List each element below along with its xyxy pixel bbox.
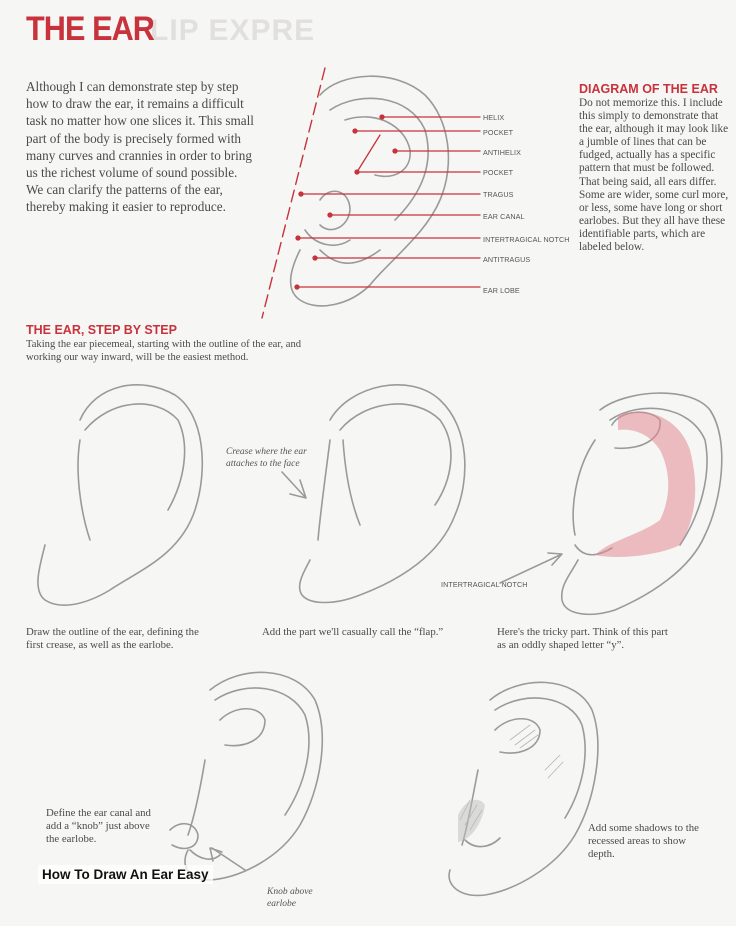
label-pocket-lower: POCKET bbox=[483, 168, 514, 177]
step5-ear bbox=[449, 682, 598, 895]
faded-background-heading: LIP EXPRE bbox=[150, 14, 316, 47]
step1-ear bbox=[38, 385, 202, 605]
shadow-region bbox=[458, 800, 485, 842]
label-pocket-upper: POCKET bbox=[483, 128, 514, 137]
step2-ear bbox=[282, 385, 465, 603]
diagram-paragraph: Do not memorize this. I include this simply to demonstrate that the ear, although it may look like a jumble of lines that can be fudged, actually has a specific pattern that must be followed. That being said, all ears differ. Some are wider, some curl more, or less, some have long or short earlobes. But they all have these identifiable parts, which are labeled below. bbox=[579, 97, 729, 254]
caption-banner: How To Draw An Ear Easy bbox=[38, 865, 213, 884]
step4-caption: Define the ear canal and add a “knob” just above the earlobe. bbox=[46, 807, 151, 845]
step3-caption: Here's the tricky part. Think of this part as an oddly shaped letter “y”. bbox=[497, 626, 668, 651]
steps-intro: Taking the ear piecemeal, starting with the outline of the ear, and working our way inward, will be the easiest method. bbox=[26, 339, 302, 363]
diagram-heading: DIAGRAM OF THE EAR bbox=[579, 82, 718, 96]
steps-heading: THE EAR, STEP BY STEP bbox=[26, 323, 177, 337]
step1-caption: Draw the outline of the ear, defining the first crease, as well as the earlobe. bbox=[26, 626, 199, 651]
label-intertragical-notch: INTERTRAGICAL NOTCH bbox=[483, 235, 570, 244]
highlighted-region bbox=[595, 412, 695, 557]
label-ear-canal: EAR CANAL bbox=[483, 212, 525, 221]
diagram-ear bbox=[262, 68, 448, 318]
intro-paragraph: Although I can demonstrate step by step how to draw the ear, it remains a difficult task no matter how one slices it. This small part of the body is precisely formed with many curves and crannies in order to bring us the richest volume of sound possible. We can clarify the patterns of the ear, thereby making it easier to reproduce. bbox=[26, 79, 254, 215]
label-antitragus: ANTITRAGUS bbox=[483, 255, 531, 264]
step3-note: INTERTRAGICAL NOTCH bbox=[441, 580, 528, 589]
step4-ear bbox=[170, 672, 322, 880]
step5-caption: Add some shadows to the recessed areas to show depth. bbox=[588, 822, 699, 860]
step2-caption: Add the part we'll casually call the “flap.” bbox=[262, 626, 444, 638]
label-antihelix: ANTIHELIX bbox=[483, 148, 522, 157]
step4-note: Knob above earlobe bbox=[267, 887, 313, 909]
label-helix: HELIX bbox=[483, 113, 505, 122]
step2-note: Crease where the ear attaches to the face bbox=[226, 447, 307, 469]
label-tragus: TRAGUS bbox=[483, 190, 514, 199]
label-ear-lobe: EAR LOBE bbox=[483, 286, 520, 295]
page-title: THE EAR bbox=[26, 10, 155, 48]
